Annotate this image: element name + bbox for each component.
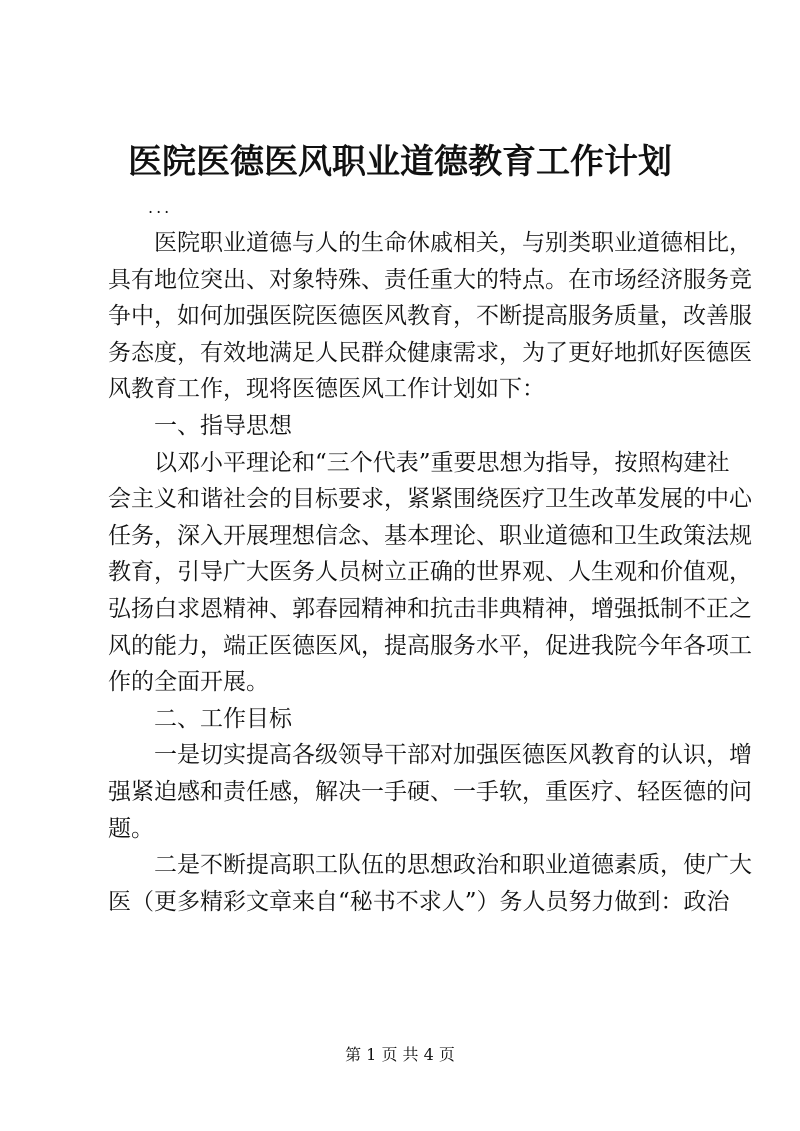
paragraph-line: 教育，引导广大医务人员树立正确的世界观、人生观和价值观， xyxy=(108,559,752,586)
paragraph-line: 一是切实提高各级领导干部对加强医德医风教育的认识，增 xyxy=(154,742,752,769)
paragraph-guiding-thought xyxy=(108,445,752,701)
paragraph-line: 医院职业道德与人的生命休戚相关，与别类职业道德相比， xyxy=(154,230,752,256)
page-number-footer: 第 1 页 共 4 页 xyxy=(345,1045,455,1064)
paragraph-line: 二是不断提高职工队伍的思想政治和职业道德素质，使广大 xyxy=(154,852,752,879)
paragraph-line: 争中，如何加强医院医德医风教育，不断提高服务质量，改善服 xyxy=(108,303,752,330)
section-heading-guiding-thought: 一、指导思想 xyxy=(154,412,292,439)
ellipsis-text: ... xyxy=(148,198,173,217)
document-body xyxy=(108,225,752,920)
paragraph-line: 风的能力，端正医德医风，提高服务水平，促进我院今年各项工 xyxy=(108,632,752,659)
paragraph-line: 任务，深入开展理想信念、基本理论、职业道德和卫生政策法规 xyxy=(108,522,752,549)
paragraph-line: 务态度，有效地满足人民群众健康需求，为了更好地抓好医德医 xyxy=(108,339,752,366)
paragraph-line: 强紧迫感和责任感，解决一手硬、一手软，重医疗、轻医德的问 xyxy=(108,778,752,805)
paragraph-line: 医（更多精彩文章来自“秘书不求人”）务人员努力做到：政治 xyxy=(108,888,730,915)
paragraph-line: 风教育工作，现将医德医风工作计划如下： xyxy=(108,376,545,403)
document-title: 医院医德医风职业道德教育工作计划 xyxy=(128,142,672,182)
paragraph-goal-two xyxy=(108,847,752,920)
paragraph-line: 作的全面开展。 xyxy=(108,669,269,696)
paragraph-line: 题。 xyxy=(108,815,154,842)
paragraph-goal-one xyxy=(108,737,752,847)
paragraph-line: 具有地位突出、对象特殊、责任重大的特点。在市场经济服务竞 xyxy=(108,266,752,293)
paragraph-intro xyxy=(108,225,752,408)
paragraph-line: 弘扬白求恩精神、郭春园精神和抗击非典精神，增强抵制不正之 xyxy=(108,595,752,622)
paragraph-line: 以邓小平理论和“三个代表”重要思想为指导，按照构建社 xyxy=(154,449,730,476)
paragraph-line: 会主义和谐社会的目标要求，紧紧围绕医疗卫生改革发展的中心 xyxy=(108,486,752,513)
section-heading-work-goals: 二、工作目标 xyxy=(154,705,292,732)
